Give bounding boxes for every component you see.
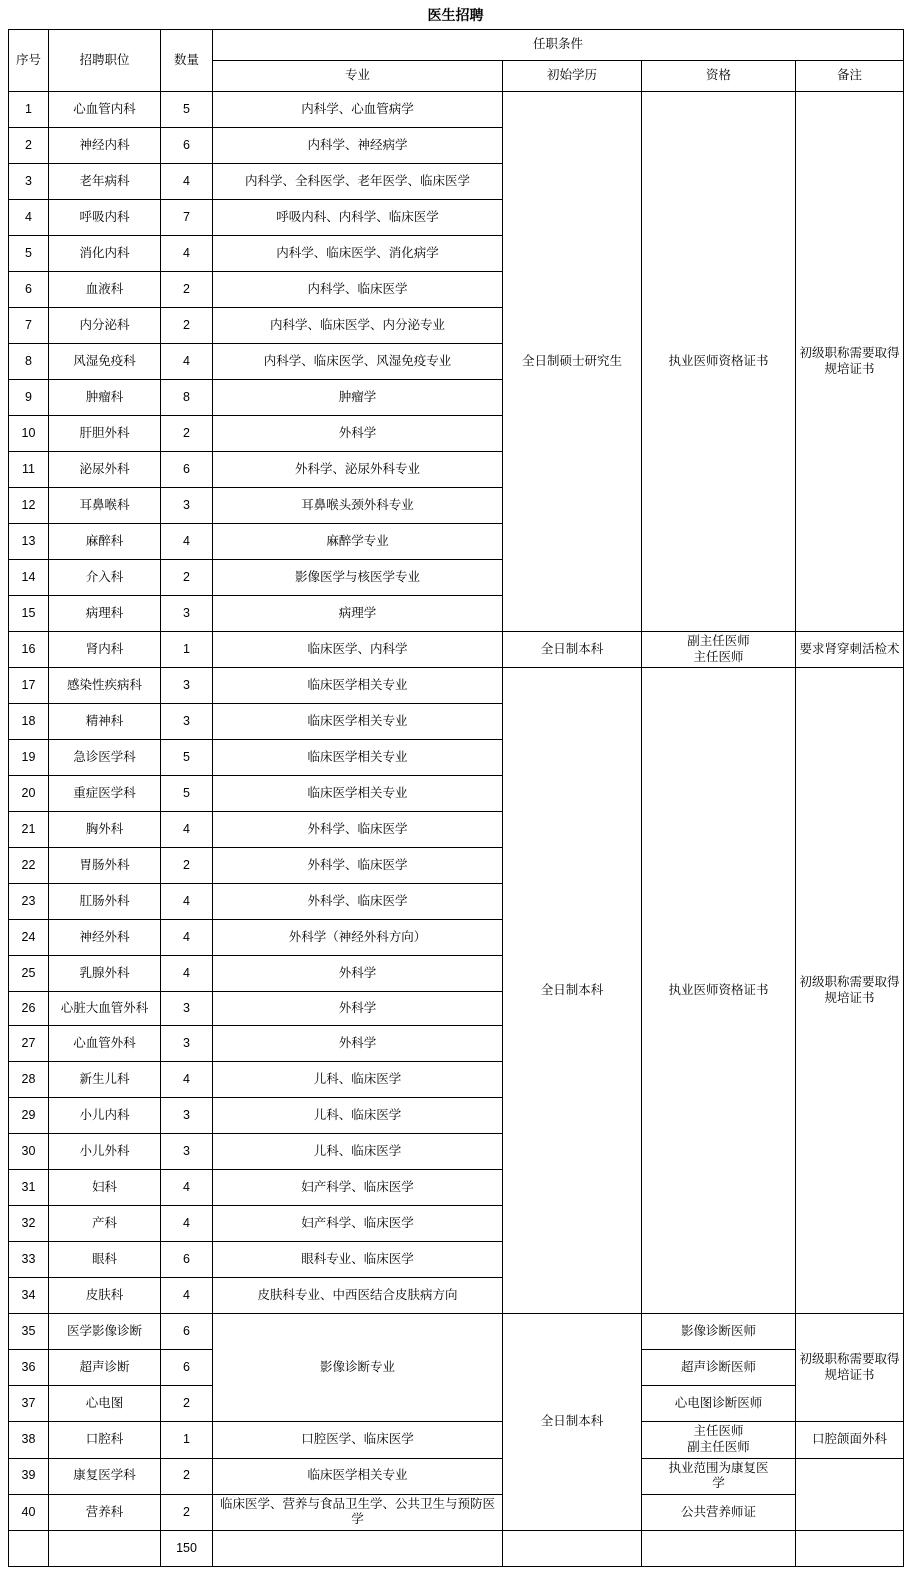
cell-major: 外科学、临床医学 [213,812,503,848]
cell-position: 风湿免疫科 [49,344,161,380]
cell-number: 3 [161,704,213,740]
qualification-line-2: 副主任医师 [687,1439,750,1454]
cell-major: 外科学（神经外科方向） [213,920,503,956]
cell-number: 6 [161,1242,213,1278]
cell-seq: 11 [9,452,49,488]
cell-seq: 12 [9,488,49,524]
cell-number: 6 [161,452,213,488]
cell-number: 3 [161,596,213,632]
cell-position: 心血管内科 [49,92,161,128]
cell-remark-junior: 初级职称需要取得规培证书 [796,92,904,632]
cell-major: 外科学 [213,992,503,1026]
cell-position: 心电图 [49,1386,161,1422]
cell-position: 神经内科 [49,128,161,164]
cell-position: 小儿内科 [49,1098,161,1134]
cell-number: 2 [161,416,213,452]
cell-remark: 口腔颌面外科 [796,1422,904,1458]
cell-position: 产科 [49,1206,161,1242]
cell-number: 4 [161,884,213,920]
cell-total-number: 150 [161,1531,213,1567]
cell-position: 心血管外科 [49,1026,161,1062]
cell-major: 妇产科学、临床医学 [213,1170,503,1206]
table-row [9,1494,904,1530]
cell-seq: 22 [9,848,49,884]
cell-qualification: 公共营养师证 [642,1494,796,1530]
cell-education [503,1531,642,1567]
cell-position: 重症医学科 [49,776,161,812]
qualification-line-2: 主任医师 [693,649,744,664]
cell-major: 内科学、神经病学 [213,128,503,164]
cell-major: 外科学、临床医学 [213,848,503,884]
cell-qualification [642,632,796,668]
cell-position: 神经外科 [49,920,161,956]
cell-qualification: 超声诊断医师 [642,1350,796,1386]
table-row [9,1314,904,1350]
cell-seq: 20 [9,776,49,812]
table-row-kidney [9,632,904,668]
cell-position: 耳鼻喉科 [49,488,161,524]
cell-position: 精神科 [49,704,161,740]
cell-major: 临床医学相关专业 [213,1458,503,1494]
cell-major: 内科学、临床医学、消化病学 [213,236,503,272]
cell-position: 感染性疾病科 [49,668,161,704]
cell-number: 4 [161,920,213,956]
cell-position: 胸外科 [49,812,161,848]
cell-number: 4 [161,164,213,200]
cell-seq: 10 [9,416,49,452]
cell-seq: 39 [9,1458,49,1494]
qualification-line-1: 主任医师 [693,1424,744,1439]
cell-seq: 29 [9,1098,49,1134]
qualification-line-1: 副主任医师 [687,634,750,648]
cell-number: 4 [161,1170,213,1206]
cell-remark-junior: 初级职称需要取得规培证书 [796,668,904,1314]
cell-qualification: 心电图诊断医师 [642,1386,796,1422]
cell-major [213,1531,503,1567]
cell-major: 妇产科学、临床医学 [213,1206,503,1242]
cell-number: 4 [161,524,213,560]
cell-position: 肾内科 [49,632,161,668]
cell-seq: 14 [9,560,49,596]
cell-qualification: 影像诊断医师 [642,1314,796,1350]
cell-position: 皮肤科 [49,1278,161,1314]
cell-position: 超声诊断 [49,1350,161,1386]
cell-education-master: 全日制硕士研究生 [503,92,642,632]
cell-qualification-doctor: 执业医师资格证书 [642,668,796,1314]
cell-major: 影像医学与核医学专业 [213,560,503,596]
cell-seq: 31 [9,1170,49,1206]
cell-number: 3 [161,488,213,524]
header-conditions: 任职条件 [213,30,904,61]
cell-number: 2 [161,1386,213,1422]
cell-remark [796,1531,904,1567]
cell-seq: 18 [9,704,49,740]
cell-number: 3 [161,1098,213,1134]
header-position: 招聘职位 [49,30,161,92]
table-row [9,1458,904,1494]
cell-number: 2 [161,272,213,308]
cell-seq: 33 [9,1242,49,1278]
cell-position [49,1531,161,1567]
cell-number: 5 [161,740,213,776]
cell-major: 外科学、临床医学 [213,884,503,920]
cell-seq: 9 [9,380,49,416]
cell-remark: 要求肾穿刺活检术 [796,632,904,668]
cell-major: 内科学、临床医学、内分泌专业 [213,308,503,344]
cell-major: 临床医学相关专业 [213,740,503,776]
cell-seq: 7 [9,308,49,344]
cell-number: 4 [161,1062,213,1098]
recruitment-table [8,29,904,1567]
cell-major: 外科学 [213,956,503,992]
cell-seq: 5 [9,236,49,272]
cell-number: 6 [161,128,213,164]
cell-seq: 34 [9,1278,49,1314]
cell-position: 病理科 [49,596,161,632]
table-header-row-1 [9,30,904,61]
cell-position: 肿瘤科 [49,380,161,416]
header-remark: 备注 [796,61,904,92]
cell-number: 6 [161,1350,213,1386]
cell-major: 临床医学、营养与食品卫生学、公共卫生与预防医学 [213,1494,503,1530]
cell-number: 2 [161,848,213,884]
cell-major: 儿科、临床医学 [213,1098,503,1134]
cell-remark [796,1458,904,1531]
cell-seq: 8 [9,344,49,380]
cell-seq: 40 [9,1494,49,1530]
cell-qualification [642,1531,796,1567]
cell-number: 2 [161,1458,213,1494]
cell-qualification-doctor: 执业医师资格证书 [642,92,796,632]
cell-seq [9,1531,49,1567]
cell-major: 外科学 [213,416,503,452]
header-qualification: 资格 [642,61,796,92]
header-number: 数量 [161,30,213,92]
cell-major: 耳鼻喉头颈外科专业 [213,488,503,524]
cell-seq: 30 [9,1134,49,1170]
cell-seq: 26 [9,992,49,1026]
cell-major: 眼科专业、临床医学 [213,1242,503,1278]
cell-seq: 23 [9,884,49,920]
cell-number: 1 [161,632,213,668]
cell-seq: 32 [9,1206,49,1242]
cell-major: 临床医学、内科学 [213,632,503,668]
cell-number: 2 [161,560,213,596]
cell-number: 6 [161,1314,213,1350]
cell-qualification [642,1458,796,1494]
cell-position: 营养科 [49,1494,161,1530]
cell-number: 5 [161,92,213,128]
cell-position: 泌尿外科 [49,452,161,488]
cell-seq: 16 [9,632,49,668]
cell-number: 5 [161,776,213,812]
cell-number: 3 [161,1026,213,1062]
cell-position: 医学影像诊断 [49,1314,161,1350]
cell-position: 肛肠外科 [49,884,161,920]
header-major: 专业 [213,61,503,92]
cell-major: 外科学 [213,1026,503,1062]
cell-position: 乳腺外科 [49,956,161,992]
cell-position: 妇科 [49,1170,161,1206]
cell-major: 肿瘤学 [213,380,503,416]
cell-major: 内科学、临床医学 [213,272,503,308]
cell-major-imaging: 影像诊断专业 [213,1314,503,1422]
cell-position: 小儿外科 [49,1134,161,1170]
table-row [9,92,904,128]
cell-position: 康复医学科 [49,1458,161,1494]
cell-seq: 6 [9,272,49,308]
cell-qualification [642,1422,796,1458]
cell-major: 内科学、心血管病学 [213,92,503,128]
cell-position: 呼吸内科 [49,200,161,236]
cell-seq: 4 [9,200,49,236]
cell-position: 内分泌科 [49,308,161,344]
cell-number: 4 [161,236,213,272]
cell-seq: 3 [9,164,49,200]
cell-seq: 25 [9,956,49,992]
table-row [9,668,904,704]
table-row [9,1422,904,1458]
header-seq: 序号 [9,30,49,92]
cell-major: 临床医学相关专业 [213,704,503,740]
cell-position: 介入科 [49,560,161,596]
cell-major: 临床医学相关专业 [213,776,503,812]
cell-seq: 36 [9,1350,49,1386]
cell-seq: 24 [9,920,49,956]
cell-number: 4 [161,344,213,380]
cell-major: 内科学、全科医学、老年医学、临床医学 [213,164,503,200]
cell-seq: 15 [9,596,49,632]
cell-position: 老年病科 [49,164,161,200]
cell-position: 口腔科 [49,1422,161,1458]
cell-number: 1 [161,1422,213,1458]
cell-position: 新生儿科 [49,1062,161,1098]
cell-major: 内科学、临床医学、风湿免疫专业 [213,344,503,380]
cell-seq: 17 [9,668,49,704]
cell-number: 7 [161,200,213,236]
cell-position: 肝胆外科 [49,416,161,452]
cell-seq: 35 [9,1314,49,1350]
cell-number: 3 [161,1134,213,1170]
cell-position: 心脏大血管外科 [49,992,161,1026]
table-total-row [9,1531,904,1567]
cell-seq: 28 [9,1062,49,1098]
cell-major: 临床医学相关专业 [213,668,503,704]
cell-seq: 19 [9,740,49,776]
cell-seq: 13 [9,524,49,560]
cell-seq: 27 [9,1026,49,1062]
header-education: 初始学历 [503,61,642,92]
cell-major: 麻醉学专业 [213,524,503,560]
page-title: 医生招聘 [427,7,484,23]
cell-seq: 1 [9,92,49,128]
cell-major: 皮肤科专业、中西医结合皮肤病方向 [213,1278,503,1314]
cell-major: 儿科、临床医学 [213,1134,503,1170]
cell-number: 2 [161,308,213,344]
cell-position: 消化内科 [49,236,161,272]
cell-seq: 37 [9,1386,49,1422]
cell-major: 外科学、泌尿外科专业 [213,452,503,488]
cell-position: 急诊医学科 [49,740,161,776]
cell-major: 口腔医学、临床医学 [213,1422,503,1458]
cell-major: 儿科、临床医学 [213,1062,503,1098]
cell-remark-junior: 初级职称需要取得规培证书 [796,1314,904,1422]
cell-number: 8 [161,380,213,416]
cell-major: 呼吸内科、内科学、临床医学 [213,200,503,236]
cell-education-bachelor: 全日制本科 [503,1314,642,1531]
cell-seq: 21 [9,812,49,848]
cell-position: 眼科 [49,1242,161,1278]
cell-number: 3 [161,992,213,1026]
cell-number: 2 [161,1494,213,1530]
cell-education: 全日制本科 [503,632,642,668]
cell-number: 4 [161,956,213,992]
qualification-line-2: 学 [712,1476,725,1491]
cell-seq: 38 [9,1422,49,1458]
cell-education-bachelor: 全日制本科 [503,668,642,1314]
cell-number: 4 [161,1206,213,1242]
cell-number: 4 [161,812,213,848]
cell-major: 病理学 [213,596,503,632]
qualification-line-1: 执业范围为康复医 [668,1460,769,1475]
cell-seq: 2 [9,128,49,164]
cell-number: 4 [161,1278,213,1314]
cell-position: 麻醉科 [49,524,161,560]
cell-position: 血液科 [49,272,161,308]
cell-position: 胃肠外科 [49,848,161,884]
cell-number: 3 [161,668,213,704]
